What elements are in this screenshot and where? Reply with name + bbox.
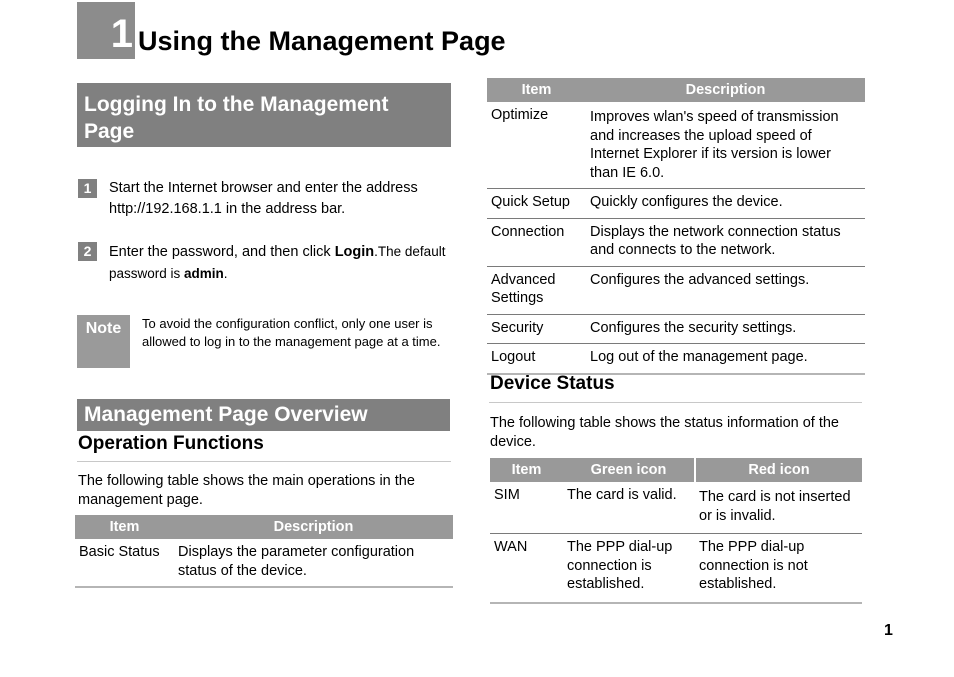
table-cell-description: Improves wlan's speed of transmission and increases the upload speed of Internet Explorer if its version is lower than IE 6.0. [586, 102, 865, 189]
table-cell-description: Configures the advanced settings. [586, 266, 865, 314]
table-header-item: Item [490, 458, 563, 482]
table-row [487, 266, 865, 314]
operation-functions-heading: Operation Functions [78, 433, 264, 454]
table-header-item: Item [75, 515, 174, 539]
table-header-green-icon: Green icon [563, 458, 695, 482]
table-cell-item: WAN [490, 534, 563, 603]
table-row [490, 482, 862, 534]
device-status-intro: The following table shows the status information of the device. [490, 415, 839, 450]
operations-table-part1 [75, 515, 453, 588]
operation-intro: The following table shows the main operations in the management page. [78, 473, 415, 508]
step2-text-c: . [223, 266, 228, 281]
step2-text-b: .The default password is [109, 244, 446, 281]
heading-divider [77, 461, 451, 462]
table-cell-item: Connection [487, 218, 586, 266]
table-header-description: Description [586, 78, 865, 102]
step-number-1: 1 [78, 179, 97, 198]
table-row [487, 344, 865, 374]
login-keyword: Login [334, 244, 375, 260]
table-cell-description: Configures the security settings. [586, 314, 865, 344]
step-number-2: 2 [78, 242, 97, 261]
table-cell-item: Quick Setup [487, 189, 586, 219]
step2-text-a: Enter the password, and then click [109, 244, 335, 260]
device-status-heading: Device Status [490, 373, 615, 394]
table-cell-item: Basic Status [75, 539, 174, 587]
table-row [490, 534, 862, 603]
table-header-item: Item [487, 78, 586, 102]
note-label: Note [77, 315, 130, 368]
table-row [487, 102, 865, 189]
table-cell-item: Advanced Settings [487, 266, 586, 314]
table-cell-item: Security [487, 314, 586, 344]
table-row [487, 314, 865, 344]
table-cell-item: SIM [490, 482, 563, 534]
device-status-table [490, 458, 862, 604]
step-text-2 [109, 241, 454, 285]
table-cell-description: Displays the parameter configuration status of the device. [174, 539, 453, 587]
table-cell-description: Quickly configures the device. [586, 189, 865, 219]
note-text: To avoid the configuration conflict, only one user is allowed to log in to the management page at a time. [142, 316, 441, 349]
table-row [75, 539, 453, 587]
section-heading-login: Logging In to the Management Page [77, 83, 451, 147]
heading-divider [489, 402, 862, 403]
table-cell-red: The PPP dial-up connection is not established. [695, 534, 862, 603]
table-cell-item: Optimize [487, 102, 586, 189]
table-cell-description: Displays the network connection status and connects to the network. [586, 218, 865, 266]
chapter-number: 1 [110, 12, 133, 56]
table-cell-description: Log out of the management page. [586, 344, 865, 374]
table-row [487, 218, 865, 266]
password-keyword: admin [184, 266, 224, 281]
table-row [487, 189, 865, 219]
table-cell-green: The card is valid. [563, 482, 695, 534]
table-cell-green: The PPP dial-up connection is established. [563, 534, 695, 603]
page-title: Using the Management Page [138, 26, 506, 56]
table-header-description: Description [174, 515, 453, 539]
operations-table-part2 [487, 78, 865, 375]
page-number: 1 [884, 622, 893, 639]
table-header-red-icon: Red icon [695, 458, 862, 482]
step-text-1: Start the Internet browser and enter the address http://192.168.1.1 in the address bar. [109, 180, 418, 217]
table-cell-red: The card is not inserted or is invalid. [695, 482, 862, 534]
section-heading-overview: Management Page Overview [77, 399, 450, 431]
table-cell-item: Logout [487, 344, 586, 374]
